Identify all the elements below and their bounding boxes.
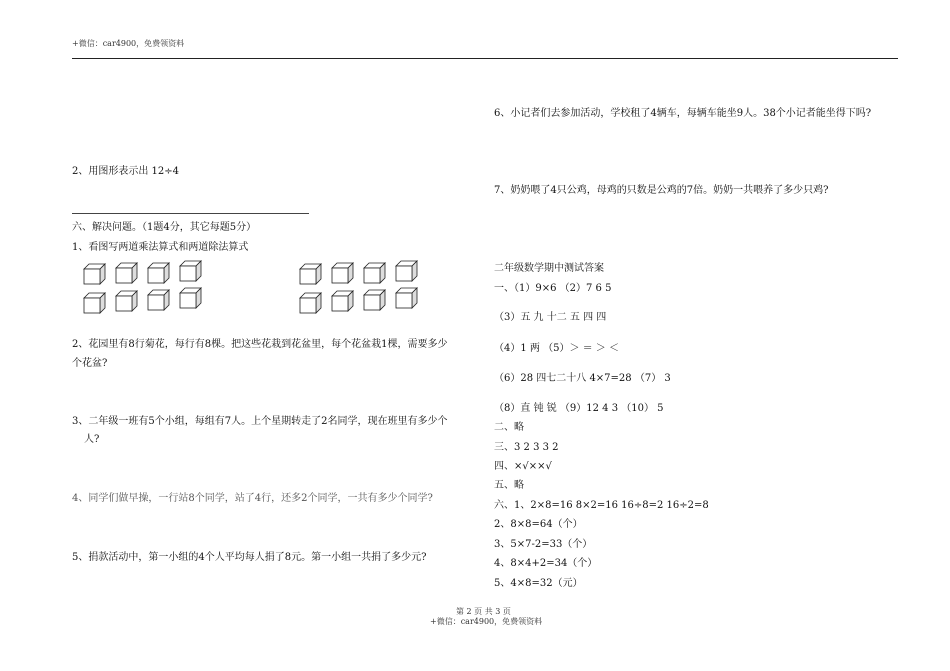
question-5: 5、捐款活动中，第一小组的4个人平均每人捐了8元。第一小组一共捐了多少元? [72, 552, 427, 563]
question-4: 4、同学们做早操，一行站8个同学，站了4行，还多2个同学，一共有多少个同学? [72, 493, 433, 504]
cube [332, 291, 353, 311]
header-watermark: +微信：car4900，免费领资料 [72, 39, 185, 48]
question-2-line1: 2、花园里有8行菊花，每行有8棵。把这些花栽到花盆里，每个花盆栽1棵，需要多少 [72, 339, 448, 350]
cube [332, 263, 353, 283]
page-number: 第 2 页 共 3 页 [456, 607, 511, 616]
header-rule [72, 58, 898, 59]
answer-line-11: 2、8×8=64（个） [494, 519, 583, 530]
answers-title: 二年级数学期中测试答案 [494, 263, 604, 274]
answer-line-3: （4）1 两 （5）＞ ＝ ＞ ＜ [494, 343, 619, 354]
cube [116, 263, 137, 283]
answer-line-7: 三、3 2 3 3 2 [494, 442, 559, 453]
answer-line-13: 4、8×4+2=34（个） [494, 558, 598, 569]
answer-line-6: 二、略 [494, 422, 524, 433]
section-divider [72, 213, 309, 214]
cube [180, 288, 201, 308]
cube-group-2 [296, 256, 426, 316]
question-1: 1、看图写两道乘法算式和两道除法算式 [72, 242, 249, 253]
cube [364, 263, 385, 283]
answer-line-5: （8）直 钝 锐 （9）12 4 3 （10） 5 [494, 403, 664, 414]
cube [300, 293, 321, 313]
cube [148, 263, 169, 283]
cube [84, 293, 105, 313]
draw-question: 2、用图形表示出 12÷4 [72, 166, 180, 177]
cube [180, 261, 201, 281]
answer-line-10: 六、1、2×8=16 8×2=16 16÷8=2 16÷2=8 [494, 500, 709, 511]
answer-line-2: （3）五 九 十二 五 四 四 [494, 312, 607, 323]
question-3-line2: 人? [84, 434, 100, 445]
question-2-line2: 个花盆? [72, 358, 108, 369]
cube [148, 290, 169, 310]
answer-line-4: （6）28 四七二十八 4×7=28 （7） 3 [494, 373, 671, 384]
question-3-line1: 3、二年级一班有5个小组，每组有7人。上个星期转走了2名同学，现在班里有多少个 [72, 416, 448, 427]
cube-group-1 [80, 256, 210, 316]
cube [396, 288, 417, 308]
cube [396, 261, 417, 281]
cube [116, 291, 137, 311]
answer-line-1: 一、（1）9×6 （2）7 6 5 [494, 283, 612, 294]
cube [300, 264, 321, 284]
answer-line-9: 五、略 [494, 480, 524, 491]
cube [84, 264, 105, 284]
answer-line-14: 5、4×8=32（元） [494, 578, 583, 589]
section6-title: 六、解决问题。（1题4分，其它每题5分） [72, 222, 257, 233]
question-6: 6、小记者们去参加活动，学校租了4辆车，每辆车能坐9人。38个小记者能坐得下吗? [494, 108, 872, 119]
answer-line-12: 3、5×7-2=33（个） [494, 539, 593, 550]
footer-watermark: +微信：car4900，免费领资料 [430, 617, 543, 626]
answer-line-8: 四、×√××√ [494, 461, 552, 472]
question-7: 7、奶奶喂了4只公鸡，母鸡的只数是公鸡的7倍。奶奶一共喂养了多少只鸡? [494, 185, 829, 196]
cube [364, 290, 385, 310]
